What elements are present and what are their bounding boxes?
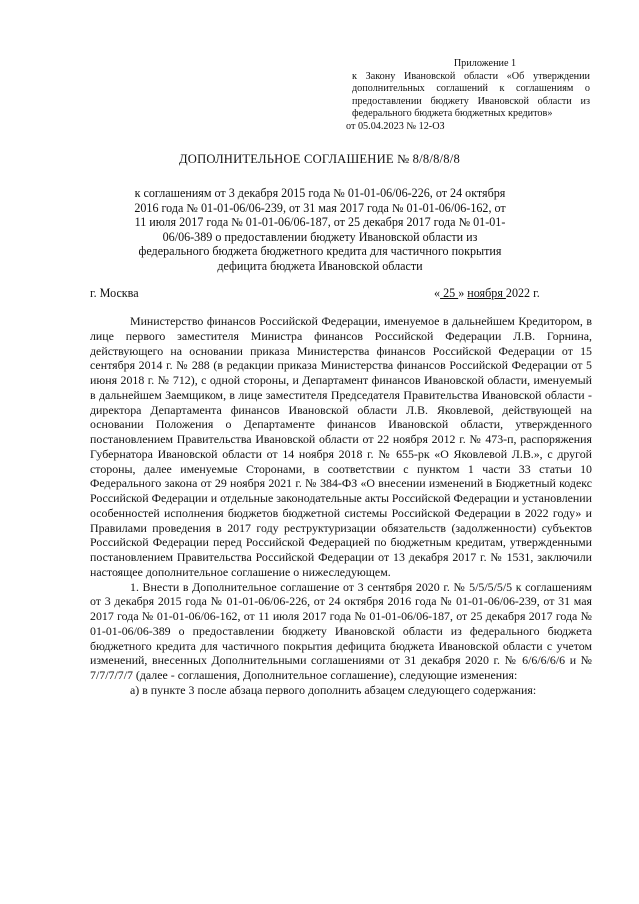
clause-1a-paragraph: а) в пункте 3 после абзаца первого дополнить абзацем следующего содержания: bbox=[130, 682, 537, 697]
signing-place: г. Москва bbox=[90, 286, 139, 300]
date-year: 2022 г. bbox=[505, 286, 540, 300]
document-title: ДОПОЛНИТЕЛЬНОЕ СОГЛАШЕНИЕ № 8/8/8/8/8 bbox=[179, 152, 460, 166]
document-subtitle: к соглашениям от 3 декабря 2015 года № 01-01-06/06-226, от 24 октября 2016 года № 01-01-06/06-239, от 31 мая 2017 года № 01-01-06/06-162, от 11 июля 2017 года № 01-01-06/06-187, от 25 декабря 2017 года № 01-01-06/06-389 о предоставлении бюджету Ивановской области из федерального бюджета бюджетного кредита для частичного покрытия дефицита бюджета Ивановской области bbox=[134, 186, 506, 273]
date-open-quote: « bbox=[434, 286, 441, 300]
appendix-law-reference: к Закону Ивановской области «Об утверждении дополнительных соглашений к соглашениям о предоставлении бюджету Ивановской области из федерального бюджета бюджетных кредитов» bbox=[352, 70, 590, 120]
clause-1-paragraph: 1. Внести в Дополнительное соглашение от 3 сентября 2020 г. № 5/5/5/5/5 к соглашениям от 3 декабря 2015 года № 01-01-06/06-226, от 24 октября 2016 года № 01-01-06/06-239, от 31 мая 2017 года № 01-01-06/06-162, от 11 июля 2017 года № 01-01-06/06-187, от 25 декабря 2017 года № 01-01-06/06-389 о предоставлении бюджету Ивановской области из федерального бюджета бюджетного кредита для частичного покрытия дефицита бюджета Ивановской области с учетом изменений, внесенных Дополнительными соглашениями от 31 декабря 2020 г. № 6/6/6/6/6 и № 7/7/7/7/7 (далее - соглашения, Дополнительное соглашение), следующие изменения: bbox=[90, 579, 592, 682]
document-body bbox=[90, 314, 592, 698]
appendix-label: Приложение 1 bbox=[453, 58, 517, 69]
date-day: 25 bbox=[440, 286, 459, 300]
date-month: ноября bbox=[467, 286, 506, 300]
signing-date bbox=[434, 286, 540, 301]
preamble-paragraph: Министерство финансов Российской Федерации, именуемое в дальнейшем Кредитором, в лице первого заместителя Министра финансов Российской Федерации Л.В. Горнина, действующего на основании приказа Министерства финансов Российской Федерации от 15 сентября 2014 г. № 288 (в редакции приказа Министерства финансов Российской Федерации от 5 июня 2018 г. № 712), с одной стороны, и Департамент финансов Ивановской области, именуемый в дальнейшем Заемщиком, в лице заместителя Председателя Правительства Ивановской области - директора Департамента финансов Ивановской области Л.В. Яковлевой, действующей на основании Положения о Департаменте финансов Ивановской области, утвержденного постановлением Правительства Ивановской области от 22 ноября 2012 г. № 473-п, распоряжения Губернатора Ивановской области от 14 ноября 2018 г. № 655-рк «О Яковлевой Л.В.», с другой стороны, далее именуемые Сторонами, в соответствии с пунктом 1 части 33 статьи 10 Федерального закона от 29 ноября 2021 г. № 384-ФЗ «О внесении изменений в Бюджетный кодекс Российской Федерации и отдельные законодательные акты Российской Федерации и установлении особенностей исполнения бюджетов бюджетной системы Российской Федерации в 2022 году» и Правилами проведения в 2017 году реструктуризации обязательств (задолженности) субъектов Российской Федерации перед Российской Федерацией по бюджетным кредитам, утвержденными постановлением Правительства Российской Федерации от 13 декабря 2017 г. № 1531, заключили настоящее дополнительное соглашение о нижеследующем. bbox=[90, 314, 592, 579]
appendix-block bbox=[346, 58, 590, 134]
appendix-law-date: от 05.04.2023 № 12-ОЗ bbox=[346, 120, 445, 132]
date-close-quote: » bbox=[458, 286, 468, 300]
